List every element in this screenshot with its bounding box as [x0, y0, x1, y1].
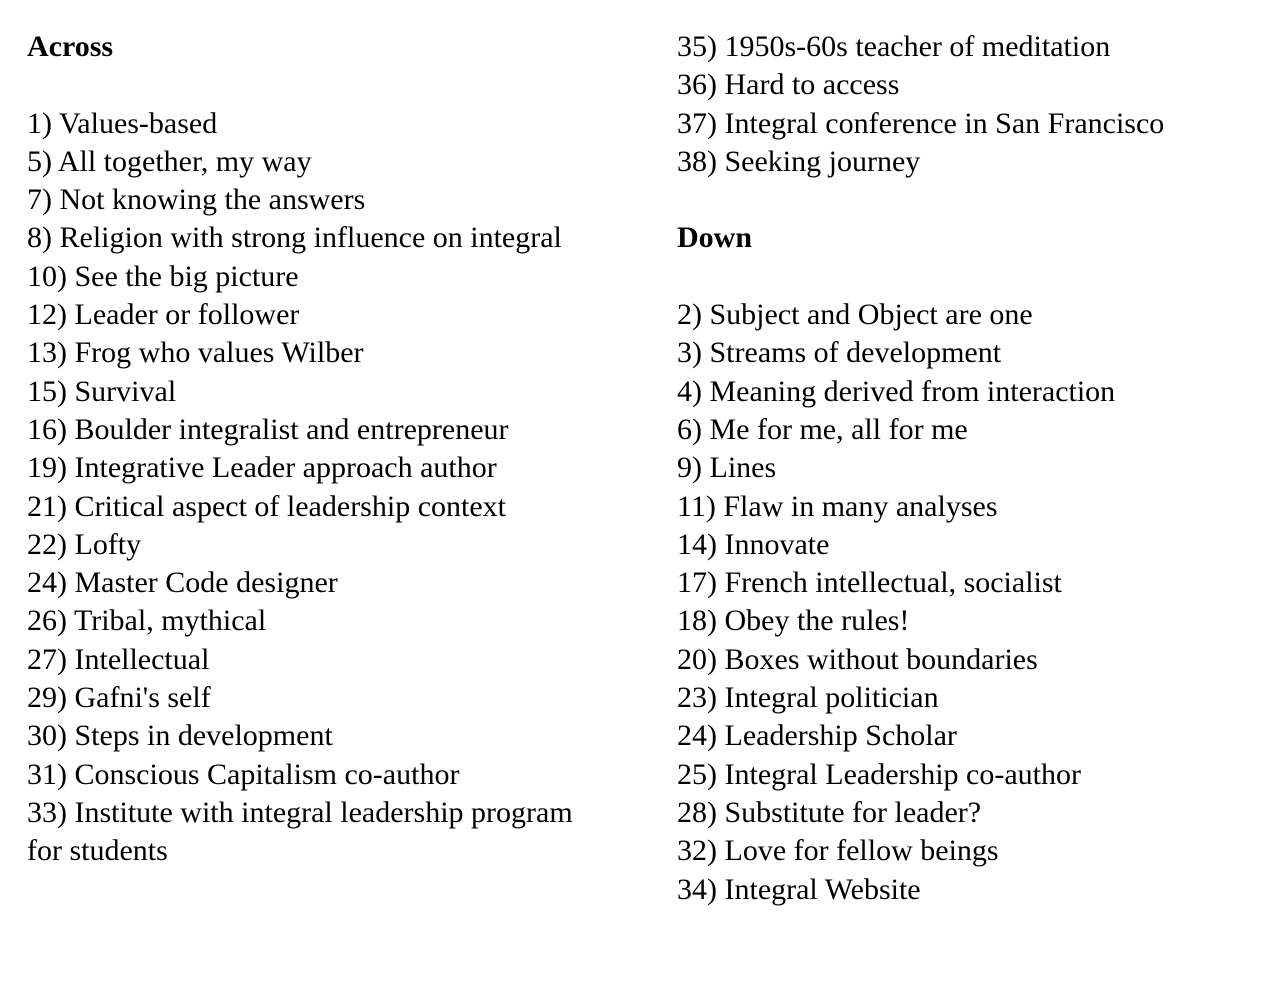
- across-clue: 19) Integrative Leader approach author: [27, 451, 497, 485]
- across-clue: 21) Critical aspect of leadership context: [27, 489, 506, 523]
- down-clue: 28) Substitute for leader?: [677, 795, 982, 829]
- across-clue: 29) Gafni's self: [27, 681, 211, 715]
- across-clue-list: [27, 105, 587, 871]
- down-heading: Down: [677, 221, 753, 255]
- spacer: [27, 66, 587, 104]
- down-clue: 20) Boxes without boundaries: [677, 642, 1038, 676]
- across-clue: 31) Conscious Capitalism co-author: [27, 757, 460, 791]
- across-clue: 5) All together, my way: [27, 144, 312, 178]
- across-clue: 27) Intellectual: [27, 642, 210, 676]
- down-clue: 23) Integral politician: [677, 681, 939, 715]
- across-continued-list: [677, 28, 1277, 181]
- across-clue: 16) Boulder integralist and entrepreneur: [27, 412, 509, 446]
- down-clue: 17) French intellectual, socialist: [677, 566, 1062, 600]
- down-clue: 25) Integral Leadership co-author: [677, 757, 1081, 791]
- across-clue: 26) Tribal, mythical: [27, 604, 267, 638]
- down-clue: 32) Love for fellow beings: [677, 834, 999, 868]
- down-clue: 24) Leadership Scholar: [677, 719, 957, 753]
- across-clue: 12) Leader or follower: [27, 298, 300, 332]
- across-clue: 24) Master Code designer: [27, 566, 338, 600]
- across-clue: 10) See the big picture: [27, 259, 299, 293]
- down-clue-list: [677, 296, 1277, 909]
- across-clue: 7) Not knowing the answers: [27, 183, 366, 217]
- down-clue: 6) Me for me, all for me: [677, 412, 968, 446]
- down-clue: 34) Integral Website: [677, 872, 921, 906]
- across-clue: 30) Steps in development: [27, 719, 333, 753]
- down-clue: 18) Obey the rules!: [677, 604, 910, 638]
- down-clue: 2) Subject and Object are one: [677, 298, 1033, 332]
- across-heading: Across: [27, 30, 114, 63]
- across-clue: 22) Lofty: [27, 527, 142, 561]
- right-column: [677, 28, 1277, 909]
- across-clue: 35) 1950s-60s teacher of meditation: [677, 30, 1111, 63]
- across-clue: 13) Frog who values Wilber: [27, 336, 364, 370]
- down-clue: 4) Meaning derived from interaction: [677, 374, 1116, 408]
- across-clue: 36) Hard to access: [677, 68, 900, 102]
- left-column: [27, 28, 587, 871]
- spacer: [677, 258, 1277, 296]
- across-clue: 15) Survival: [27, 374, 177, 408]
- down-clue: 11) Flaw in many analyses: [677, 489, 998, 523]
- across-clue: 37) Integral conference in San Francisco: [677, 106, 1165, 140]
- across-clue: 33) Institute with integral leadership program for students: [27, 795, 573, 868]
- down-clue: 9) Lines: [677, 451, 777, 485]
- across-clue: 1) Values-based: [27, 106, 218, 140]
- down-clue: 14) Innovate: [677, 527, 830, 561]
- spacer: [677, 181, 1277, 219]
- across-clue: 8) Religion with strong influence on integral: [27, 221, 562, 255]
- down-clue: 3) Streams of development: [677, 336, 1002, 370]
- across-clue: 38) Seeking journey: [677, 144, 921, 178]
